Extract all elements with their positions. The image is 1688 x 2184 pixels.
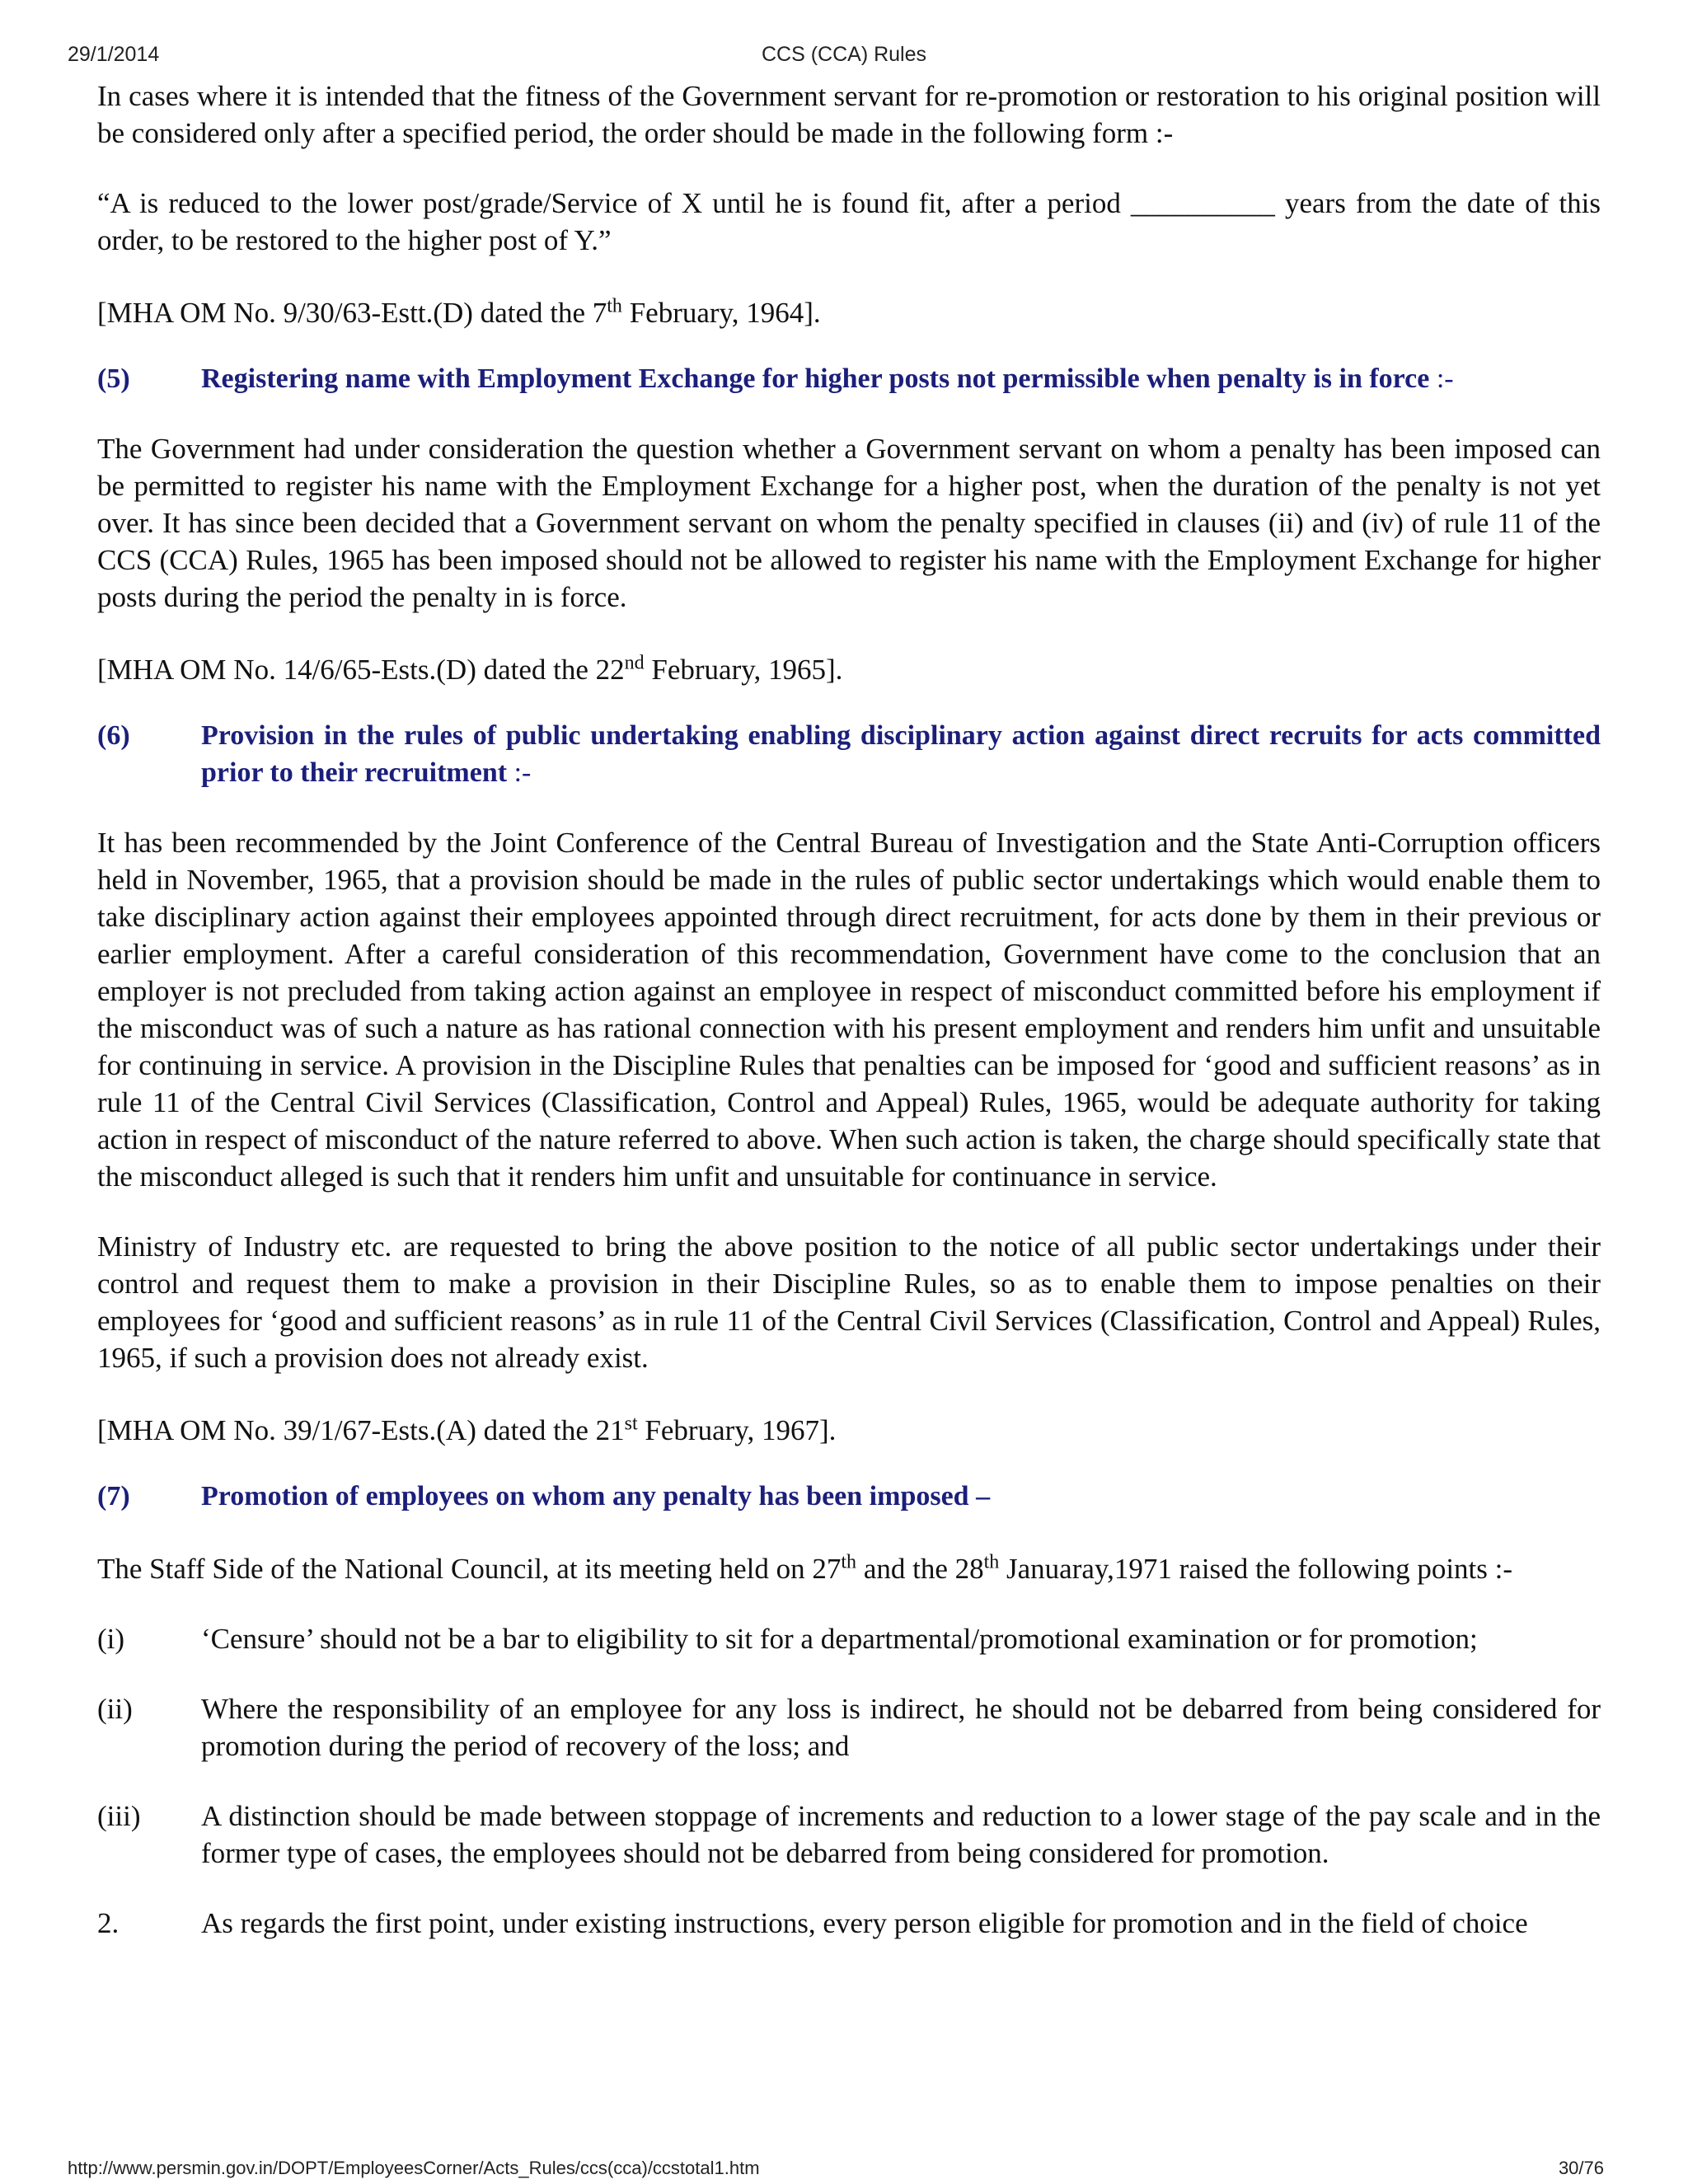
footer-url: http://www.persmin.gov.in/DOPT/EmployeesCorner/Acts_Rules/ccs(cca)/ccstotal1.htm [68,2158,760,2178]
section-7-intro: The Staff Side of the National Council, at its meeting held on 27th and the 28th Januaray,1971 raised the following points :- [97,1551,1513,1585]
section-6-paragraph-1: It has been recommended by the Joint Conference of the Central Bureau of Investigation and the State Anti-Corruption officers held in November, 1965, that a provision should be made in the rules of public sector undertakings which would enable them to take disciplinary action against their employees appointed through direct recruitment, for acts done by them in their previous or earlier employment. After a careful consideration of this recommendation, Government have come to the conclusion that an employer is not precluded from taking action against an employee in respect of misconduct committed before his employment if the misconduct was of such a nature as has rational connection with his present employment and renders him unfit and unsuitable for continuing in service. A provision in the Discipline Rules that penalties can be imposed for ‘good and sufficient reasons’ as in rule 11 of the Central Civil Services (Classification, Control and Appeal) Rules, 1965, would be adequate authority for taking action in respect of misconduct of the nature referred to above. When such action is taken, the charge should specifically state that the misconduct alleged is such that it renders him unfit and unsuitable for continuance in service. [97,827,1601,1193]
section-6-paragraph-2: Ministry of Industry etc. are requested to bring the above position to the notice of all public sector undertakings under their control and request them to make a provision in their Discipline Rules, so as to enable them to impose penalties on their employees for ‘good and sufficient reasons’ as in rule 11 of the Central Civil Services (Classification, Control and Appeal) Rules, 1965, if such a provision does not already exist. [97,1230,1601,1374]
section-number: (7) [97,1481,130,1511]
reference-mha-1965: [MHA OM No. 14/6/65-Ests.(D) dated the 22nd February, 1965]. [97,652,843,686]
paragraph-order-form: “A is reduced to the lower post/grade/Service of X until he is found fit, after a period __________ years from the date of this order, to be restored to the higher post of Y.” [97,187,1601,256]
section-5-heading: (5) Registering name with Employment Exchange for higher posts not permissible when penalty is in force :- [97,360,1601,397]
document-body [97,77,1601,1942]
paragraph-reduction-order: In cases where it is intended that the fitness of the Government servant for re-promotion or restoration to his original position will be considered only after a specified period, the order should be made in the following form :- [97,80,1601,149]
page-number: 30/76 [1558,2158,1604,2178]
section-6-heading: (6) Provision in the rules of public undertaking enabling disciplinary action against direct recruits for acts committed prior to their recruitment :- [97,717,1601,791]
reference-mha-1964: [MHA OM No. 9/30/63-Estt.(D) dated the 7th February, 1964]. [97,295,821,329]
header-date: 29/1/2014 [68,43,160,66]
section-number: (6) [97,720,130,751]
list-item: 2. As regards the first point, under existing instructions, every person eligible for promotion and in the field of choice [97,1907,1528,1939]
section-number: (5) [97,363,130,394]
section-5-paragraph: The Government had under consideration the question whether a Government servant on whom a penalty has been imposed can be permitted to register his name with the Employment Exchange for a higher post, when the duration of the penalty is not yet over. It has since been decided that a Government servant on whom the penalty specified in clauses (ii) and (iv) of rule 11 of the CCS (CCA) Rules, 1965 has been imposed should not be allowed to register his name with the Employment Exchange for higher posts during the period the penalty in is force. [97,433,1601,613]
list-item: (i) ‘Censure’ should not be a bar to eligibility to sit for a departmental/promotional examination or for promotion; [97,1623,1478,1655]
list-item: (iii) A distinction should be made between stoppage of increments and reduction to a lower stage of the pay scale and in the former type of cases, the employees should not be debarred from being considered for promotion. [97,1800,1601,1869]
reference-mha-1967: [MHA OM No. 39/1/67-Ests.(A) dated the 21st February, 1967]. [97,1413,837,1446]
section-7-heading: (7) Promotion of employees on whom any penalty has been imposed – [97,1478,1601,1515]
header-title: CCS (CCA) Rules [761,43,927,66]
list-item: (ii) Where the responsibility of an employee for any loss is indirect, he should not be debarred from being considered for promotion during the period of recovery of the loss; and [97,1693,1601,1762]
